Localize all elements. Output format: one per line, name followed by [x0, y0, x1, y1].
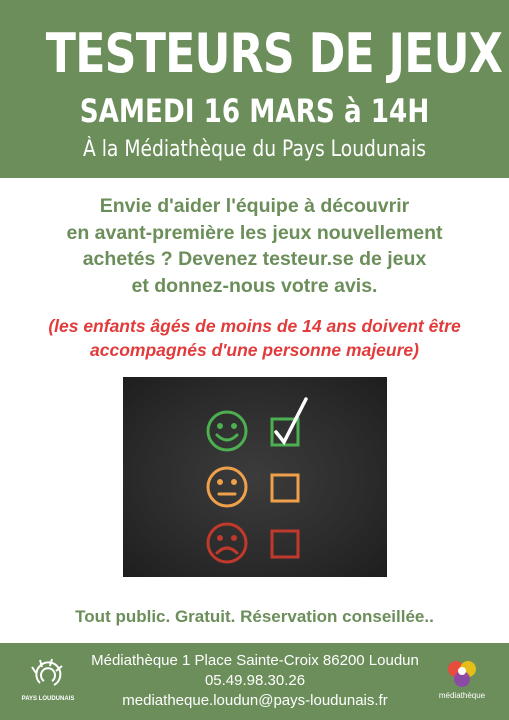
pays-loudunais-emblem-icon — [18, 653, 78, 697]
neutral-face-icon — [208, 468, 246, 506]
pays-loudunais-logo — [18, 653, 78, 713]
mediatheque-logo — [432, 651, 492, 713]
event-date: SAMEDI 16 MARS à 14H — [79, 92, 430, 130]
empty-box-icon — [272, 475, 298, 501]
logo-left-text: PAYS LOUDUNAIS — [21, 696, 75, 702]
event-venue: À la Médiathèque du Pays Loudunais — [82, 137, 427, 162]
happy-face-icon — [208, 412, 246, 450]
event-title: TESTEURS DE JEUX — [45, 22, 503, 85]
chalkboard-image — [123, 377, 387, 577]
intro-line: et donnez-nous votre avis. — [131, 274, 378, 297]
intro-line: en avant-première les jeux nouvellement — [66, 221, 443, 244]
intro-line: Envie d'aider l'équipe à découvrir — [99, 195, 410, 217]
checked-box-icon — [272, 399, 306, 445]
mediatheque-emblem-icon — [432, 651, 492, 691]
contact-info — [90, 651, 420, 711]
address: Médiathèque 1 Place Sainte-Croix 86200 Loudun — [91, 652, 419, 669]
intro-line: achetés ? Devenez testeur.se de jeux — [82, 248, 427, 270]
footer-banner — [0, 643, 509, 720]
warning-line: (les enfants âgés de moins de 14 ans doivent être — [48, 316, 461, 336]
age-warning — [10, 314, 499, 362]
header-banner — [0, 0, 509, 178]
chalkboard-drawing — [123, 377, 387, 577]
sad-face-icon — [208, 524, 246, 562]
email: mediatheque.loudun@pays-loudunais.fr — [122, 692, 388, 709]
tagline: Tout public. Gratuit. Réservation conseillée.. — [75, 607, 434, 626]
intro-text — [20, 193, 489, 299]
warning-line: accompagnés d'une personne majeure) — [90, 340, 419, 360]
empty-box-icon — [272, 531, 298, 557]
phone: 05.49.98.30.26 — [204, 672, 306, 689]
logo-right-text: médiathèque — [438, 691, 486, 700]
